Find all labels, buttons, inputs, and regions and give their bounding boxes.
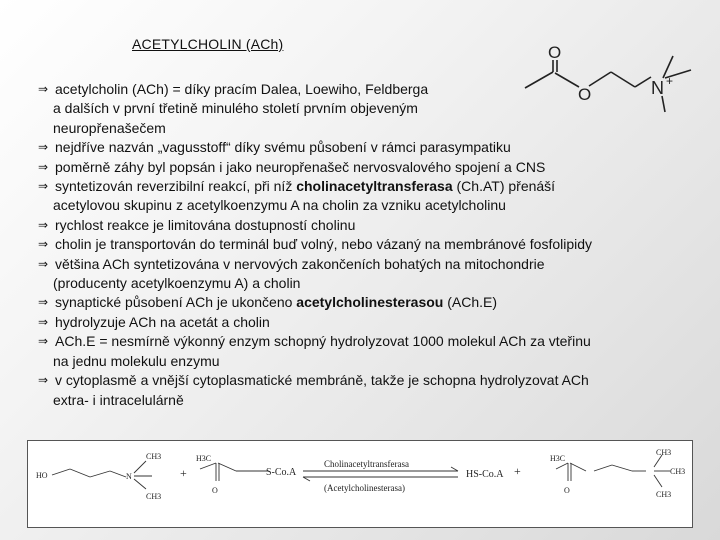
implies-arrow-icon: ⇒ <box>38 140 49 155</box>
bullet-item <box>38 332 718 351</box>
implies-arrow-icon: ⇒ <box>38 256 49 271</box>
oxygen-ester-label: O <box>578 85 592 104</box>
bullet-continuation: na jednu molekulu enzymu <box>53 352 220 369</box>
hydroxyl-label: HO <box>36 471 48 480</box>
reaction-scheme <box>27 440 693 528</box>
enzyme-forward-label: Cholinacetyltransferasa <box>324 459 409 469</box>
bullet-item <box>38 216 718 235</box>
coenzyme-a-label: HS-Co.A <box>466 469 504 480</box>
reaction-diagram <box>28 441 692 527</box>
oxygen-label: O <box>564 486 570 495</box>
enzyme-name-bold: acetylcholinesterasou <box>296 294 444 311</box>
implies-arrow-icon: ⇒ <box>38 373 49 388</box>
implies-arrow-icon: ⇒ <box>38 237 49 252</box>
slide-title: ACETYLCHOLIN (ACh) <box>132 36 284 52</box>
oxygen-carbonyl-label: O <box>548 43 562 62</box>
nitrogen-label: N <box>651 78 664 98</box>
bullet-text: v cytoplasmě a vnější cytoplasmatické membráně, takže je schopna hydrolyzovat ACh <box>55 372 589 389</box>
methyl-label: H3C <box>550 454 566 463</box>
methyl-label: CH3 <box>670 467 686 476</box>
bullet-item <box>38 138 718 157</box>
bullet-continuation: acetylovou skupinu z acetylkoenzymu A na cholin za vzniku acetylcholinu <box>53 197 506 214</box>
bullet-list <box>38 80 718 410</box>
implies-arrow-icon: ⇒ <box>38 295 49 310</box>
bullet-text: acetylcholin (ACh) = díky pracím Dalea, Loewiho, Feldberga <box>55 81 429 97</box>
bullet-text: nejdříve nazván „vagusstoff“ díky svému působení v rámci parasympatiku <box>55 139 511 156</box>
bullet-text: rychlost reakce je limitována dostupností cholinu <box>55 216 356 233</box>
bullet-item <box>38 177 718 196</box>
bullet-continuation: a dalších v první třetině minulého století prvním objeveným <box>53 100 418 117</box>
implies-arrow-icon: ⇒ <box>38 314 49 329</box>
bullet-item <box>38 293 718 312</box>
bullet-text: hydrolyzuje ACh na acetát a cholin <box>55 313 270 330</box>
bullet-text: ACh.E = nesmírně výkonný enzym schopný hydrolyzovat 1000 molekul ACh za vteřinu <box>55 333 591 350</box>
bullet-text: synaptické působení ACh je ukončeno <box>55 294 297 311</box>
bullet-continuation: neuropřenašečem <box>53 119 166 136</box>
methyl-label: CH3 <box>656 490 672 499</box>
bullet-item <box>38 80 718 99</box>
implies-arrow-icon: ⇒ <box>38 82 49 96</box>
bullet-text: většina ACh syntetizována v nervových zakončeních bohatých na mitochondrie <box>55 255 545 272</box>
implies-arrow-icon: ⇒ <box>38 217 49 232</box>
methyl-label: CH3 <box>146 452 162 461</box>
implies-arrow-icon: ⇒ <box>38 159 49 174</box>
bullet-text: poměrně záhy byl popsán i jako neuropřenašeč nervosvalového spojení a CNS <box>55 158 546 175</box>
bullet-item <box>38 235 718 254</box>
bullet-continuation: (producenty acetylkoenzymu A) a cholin <box>53 275 301 292</box>
bullet-item <box>38 371 718 390</box>
bullet-text: cholin je transportován do terminál buď volný, nebo vázaný na membránové fosfolipidy <box>55 236 593 253</box>
bullet-item <box>38 255 718 274</box>
acetyl-coa-label: S-Co.A <box>266 467 297 478</box>
bullet-text: (ACh.E) <box>443 294 498 311</box>
enzyme-name-bold: cholinacetyltransferasa <box>296 178 453 195</box>
nitrogen-label: N <box>126 472 132 481</box>
implies-arrow-icon: ⇒ <box>38 334 49 349</box>
methyl-label: CH3 <box>146 492 162 501</box>
charge-plus-label: + <box>666 74 674 88</box>
methyl-label: CH3 <box>656 448 672 457</box>
oxygen-label: O <box>212 486 218 495</box>
bullet-text: syntetizován reverzibilní reakcí, při níž <box>55 178 297 195</box>
bullet-item <box>38 313 718 332</box>
plus-sign: + <box>180 466 187 480</box>
bullet-text: (Ch.AT) přenáší <box>452 178 556 195</box>
implies-arrow-icon: ⇒ <box>38 179 49 194</box>
bullet-item <box>38 158 718 177</box>
enzyme-reverse-label: (Acetylcholinesterasa) <box>324 483 405 493</box>
bullet-continuation: extra- i intracelulárně <box>53 391 184 408</box>
plus-sign: + <box>514 464 521 478</box>
methyl-label: H3C <box>196 454 212 463</box>
